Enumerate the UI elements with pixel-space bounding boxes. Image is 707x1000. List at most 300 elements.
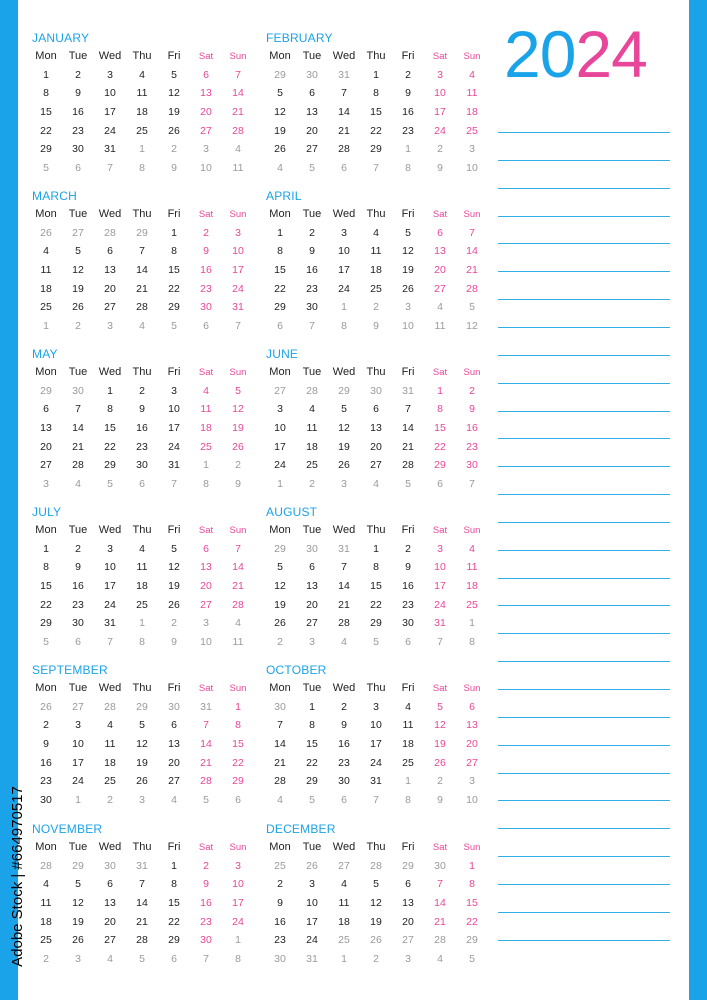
day-cell[interactable]: 1 bbox=[309, 700, 315, 713]
day-cell[interactable]: 18 bbox=[306, 440, 318, 453]
day-cell[interactable]: 6 bbox=[203, 68, 209, 81]
day-cell[interactable]: 23 bbox=[466, 440, 478, 453]
day-cell[interactable]: 3 bbox=[75, 719, 81, 732]
day-cell-adjacent[interactable]: 5 bbox=[139, 952, 145, 965]
day-cell[interactable]: 6 bbox=[437, 226, 443, 239]
day-cell[interactable]: 13 bbox=[168, 738, 180, 751]
day-cell-adjacent[interactable]: 29 bbox=[338, 384, 350, 397]
day-cell[interactable]: 7 bbox=[139, 878, 145, 891]
day-cell[interactable]: 28 bbox=[338, 617, 350, 630]
day-cell[interactable]: 15 bbox=[434, 422, 446, 435]
day-cell-adjacent[interactable]: 3 bbox=[203, 617, 209, 630]
day-cell[interactable]: 29 bbox=[274, 301, 286, 314]
day-cell[interactable]: 10 bbox=[338, 245, 350, 258]
day-cell[interactable]: 6 bbox=[171, 719, 177, 732]
day-cell[interactable]: 22 bbox=[370, 598, 382, 611]
day-cell[interactable]: 8 bbox=[469, 878, 475, 891]
day-cell[interactable]: 24 bbox=[306, 934, 318, 947]
day-cell[interactable]: 26 bbox=[72, 301, 84, 314]
day-cell-adjacent[interactable]: 5 bbox=[469, 301, 475, 314]
day-cell[interactable]: 21 bbox=[136, 282, 148, 295]
day-cell-adjacent[interactable]: 1 bbox=[235, 934, 241, 947]
day-cell[interactable]: 22 bbox=[104, 440, 116, 453]
day-cell[interactable]: 14 bbox=[338, 580, 350, 593]
day-cell[interactable]: 10 bbox=[104, 87, 116, 100]
day-cell[interactable]: 9 bbox=[405, 87, 411, 100]
day-cell[interactable]: 15 bbox=[306, 738, 318, 751]
note-line[interactable] bbox=[498, 633, 670, 634]
note-line[interactable] bbox=[498, 494, 670, 495]
day-cell[interactable]: 1 bbox=[171, 859, 177, 872]
day-cell[interactable]: 11 bbox=[370, 245, 382, 258]
day-cell-adjacent[interactable]: 28 bbox=[434, 934, 446, 947]
day-cell[interactable]: 1 bbox=[43, 68, 49, 81]
day-cell[interactable]: 2 bbox=[277, 878, 283, 891]
day-cell[interactable]: 31 bbox=[104, 617, 116, 630]
day-cell[interactable]: 17 bbox=[274, 440, 286, 453]
note-line[interactable] bbox=[498, 299, 670, 300]
day-cell-adjacent[interactable]: 5 bbox=[405, 477, 411, 490]
day-cell[interactable]: 7 bbox=[405, 403, 411, 416]
day-cell[interactable]: 30 bbox=[466, 459, 478, 472]
day-cell[interactable]: 3 bbox=[309, 878, 315, 891]
day-cell-adjacent[interactable]: 30 bbox=[434, 859, 446, 872]
day-cell[interactable]: 20 bbox=[104, 282, 116, 295]
day-cell-adjacent[interactable]: 1 bbox=[469, 617, 475, 630]
note-line[interactable] bbox=[498, 689, 670, 690]
day-cell[interactable]: 7 bbox=[437, 878, 443, 891]
day-cell[interactable]: 13 bbox=[434, 245, 446, 258]
day-cell[interactable]: 13 bbox=[370, 422, 382, 435]
day-cell-adjacent[interactable]: 4 bbox=[437, 301, 443, 314]
day-cell[interactable]: 10 bbox=[72, 738, 84, 751]
day-cell[interactable]: 22 bbox=[232, 756, 244, 769]
day-cell[interactable]: 12 bbox=[72, 897, 84, 910]
day-cell[interactable]: 4 bbox=[469, 542, 475, 555]
day-cell-adjacent[interactable]: 3 bbox=[405, 952, 411, 965]
day-cell[interactable]: 28 bbox=[274, 775, 286, 788]
note-line[interactable] bbox=[498, 884, 670, 885]
day-cell-adjacent[interactable]: 2 bbox=[107, 793, 113, 806]
note-line[interactable] bbox=[498, 411, 670, 412]
day-cell-adjacent[interactable]: 6 bbox=[75, 161, 81, 174]
day-cell-adjacent[interactable]: 10 bbox=[466, 161, 478, 174]
day-cell[interactable]: 9 bbox=[405, 561, 411, 574]
day-cell[interactable]: 26 bbox=[274, 617, 286, 630]
day-cell-adjacent[interactable]: 5 bbox=[43, 161, 49, 174]
day-cell[interactable]: 30 bbox=[40, 793, 52, 806]
day-cell-adjacent[interactable]: 29 bbox=[136, 226, 148, 239]
day-cell[interactable]: 31 bbox=[168, 459, 180, 472]
day-cell[interactable]: 4 bbox=[341, 878, 347, 891]
day-cell-adjacent[interactable]: 28 bbox=[40, 859, 52, 872]
day-cell-adjacent[interactable]: 28 bbox=[104, 700, 116, 713]
day-cell-adjacent[interactable]: 9 bbox=[171, 161, 177, 174]
day-cell[interactable]: 28 bbox=[232, 598, 244, 611]
day-cell[interactable]: 23 bbox=[72, 598, 84, 611]
day-cell-adjacent[interactable]: 28 bbox=[370, 859, 382, 872]
day-cell[interactable]: 20 bbox=[434, 264, 446, 277]
day-cell-adjacent[interactable]: 31 bbox=[338, 68, 350, 81]
day-cell[interactable]: 19 bbox=[168, 106, 180, 119]
day-cell-adjacent[interactable]: 8 bbox=[203, 477, 209, 490]
day-cell[interactable]: 8 bbox=[373, 87, 379, 100]
day-cell-adjacent[interactable]: 3 bbox=[309, 635, 315, 648]
day-cell[interactable]: 21 bbox=[338, 598, 350, 611]
day-cell[interactable]: 21 bbox=[232, 106, 244, 119]
day-cell[interactable]: 5 bbox=[139, 719, 145, 732]
day-cell-adjacent[interactable]: 6 bbox=[235, 793, 241, 806]
day-cell-adjacent[interactable]: 10 bbox=[200, 161, 212, 174]
note-line[interactable] bbox=[498, 717, 670, 718]
day-cell[interactable]: 11 bbox=[40, 897, 52, 910]
day-cell[interactable]: 22 bbox=[168, 915, 180, 928]
day-cell[interactable]: 16 bbox=[402, 106, 414, 119]
day-cell[interactable]: 6 bbox=[203, 542, 209, 555]
day-cell[interactable]: 4 bbox=[469, 68, 475, 81]
day-cell-adjacent[interactable]: 2 bbox=[437, 143, 443, 156]
day-cell[interactable]: 15 bbox=[274, 264, 286, 277]
day-cell[interactable]: 2 bbox=[203, 226, 209, 239]
day-cell-adjacent[interactable]: 8 bbox=[139, 161, 145, 174]
day-cell[interactable]: 23 bbox=[136, 440, 148, 453]
day-cell[interactable]: 12 bbox=[274, 106, 286, 119]
day-cell[interactable]: 5 bbox=[75, 245, 81, 258]
day-cell[interactable]: 7 bbox=[235, 542, 241, 555]
day-cell[interactable]: 11 bbox=[466, 87, 478, 100]
day-cell[interactable]: 20 bbox=[306, 598, 318, 611]
day-cell[interactable]: 21 bbox=[338, 124, 350, 137]
day-cell-adjacent[interactable]: 27 bbox=[72, 700, 84, 713]
day-cell-adjacent[interactable]: 27 bbox=[274, 384, 286, 397]
day-cell-adjacent[interactable]: 8 bbox=[139, 635, 145, 648]
day-cell-adjacent[interactable]: 3 bbox=[469, 775, 475, 788]
day-cell[interactable]: 19 bbox=[274, 124, 286, 137]
day-cell-adjacent[interactable]: 9 bbox=[373, 319, 379, 332]
day-cell-adjacent[interactable]: 1 bbox=[341, 301, 347, 314]
day-cell[interactable]: 1 bbox=[235, 700, 241, 713]
day-cell-adjacent[interactable]: 4 bbox=[437, 952, 443, 965]
day-cell-adjacent[interactable]: 3 bbox=[203, 143, 209, 156]
day-cell-adjacent[interactable]: 8 bbox=[469, 635, 475, 648]
day-cell-adjacent[interactable]: 26 bbox=[370, 934, 382, 947]
day-cell[interactable]: 18 bbox=[136, 580, 148, 593]
day-cell[interactable]: 9 bbox=[75, 87, 81, 100]
day-cell[interactable]: 24 bbox=[232, 915, 244, 928]
day-cell-adjacent[interactable]: 1 bbox=[405, 775, 411, 788]
day-cell[interactable]: 26 bbox=[434, 756, 446, 769]
day-cell[interactable]: 17 bbox=[434, 580, 446, 593]
day-cell[interactable]: 19 bbox=[168, 580, 180, 593]
day-cell[interactable]: 5 bbox=[373, 878, 379, 891]
day-cell[interactable]: 16 bbox=[402, 580, 414, 593]
day-cell[interactable]: 24 bbox=[104, 598, 116, 611]
day-cell[interactable]: 20 bbox=[306, 124, 318, 137]
day-cell[interactable]: 25 bbox=[370, 282, 382, 295]
day-cell[interactable]: 20 bbox=[200, 106, 212, 119]
day-cell[interactable]: 6 bbox=[107, 245, 113, 258]
day-cell[interactable]: 20 bbox=[40, 440, 52, 453]
day-cell[interactable]: 27 bbox=[104, 301, 116, 314]
note-line[interactable] bbox=[498, 745, 670, 746]
day-cell[interactable]: 8 bbox=[437, 403, 443, 416]
day-cell[interactable]: 17 bbox=[306, 915, 318, 928]
day-cell[interactable]: 9 bbox=[341, 719, 347, 732]
day-cell[interactable]: 4 bbox=[139, 68, 145, 81]
day-cell[interactable]: 27 bbox=[104, 934, 116, 947]
day-cell-adjacent[interactable]: 7 bbox=[309, 319, 315, 332]
day-cell[interactable]: 16 bbox=[274, 915, 286, 928]
day-cell[interactable]: 28 bbox=[72, 459, 84, 472]
day-cell[interactable]: 15 bbox=[168, 264, 180, 277]
note-line[interactable] bbox=[498, 271, 670, 272]
day-cell[interactable]: 18 bbox=[466, 580, 478, 593]
day-cell[interactable]: 27 bbox=[370, 459, 382, 472]
day-cell-adjacent[interactable]: 3 bbox=[139, 793, 145, 806]
day-cell[interactable]: 2 bbox=[75, 542, 81, 555]
day-cell-adjacent[interactable]: 30 bbox=[306, 542, 318, 555]
day-cell[interactable]: 24 bbox=[168, 440, 180, 453]
day-cell-adjacent[interactable]: 2 bbox=[43, 952, 49, 965]
day-cell[interactable]: 6 bbox=[309, 561, 315, 574]
day-cell[interactable]: 7 bbox=[469, 226, 475, 239]
note-line[interactable] bbox=[498, 188, 670, 189]
day-cell[interactable]: 25 bbox=[104, 775, 116, 788]
day-cell[interactable]: 18 bbox=[136, 106, 148, 119]
day-cell[interactable]: 28 bbox=[466, 282, 478, 295]
day-cell[interactable]: 10 bbox=[274, 422, 286, 435]
day-cell-adjacent[interactable]: 2 bbox=[235, 459, 241, 472]
day-cell-adjacent[interactable]: 30 bbox=[274, 700, 286, 713]
day-cell[interactable]: 14 bbox=[466, 245, 478, 258]
note-line[interactable] bbox=[498, 578, 670, 579]
day-cell[interactable]: 16 bbox=[40, 756, 52, 769]
day-cell[interactable]: 9 bbox=[139, 403, 145, 416]
day-cell[interactable]: 14 bbox=[136, 264, 148, 277]
day-cell[interactable]: 6 bbox=[309, 87, 315, 100]
day-cell[interactable]: 8 bbox=[43, 87, 49, 100]
day-cell[interactable]: 12 bbox=[168, 87, 180, 100]
day-cell-adjacent[interactable]: 31 bbox=[402, 384, 414, 397]
day-cell[interactable]: 10 bbox=[434, 87, 446, 100]
day-cell-adjacent[interactable]: 29 bbox=[274, 68, 286, 81]
day-cell[interactable]: 14 bbox=[274, 738, 286, 751]
day-cell-adjacent[interactable]: 6 bbox=[437, 477, 443, 490]
note-line[interactable] bbox=[498, 912, 670, 913]
note-line[interactable] bbox=[498, 243, 670, 244]
day-cell-adjacent[interactable]: 3 bbox=[405, 301, 411, 314]
day-cell[interactable]: 3 bbox=[437, 68, 443, 81]
day-cell[interactable]: 31 bbox=[370, 775, 382, 788]
day-cell-adjacent[interactable]: 30 bbox=[72, 384, 84, 397]
day-cell[interactable]: 7 bbox=[139, 245, 145, 258]
day-cell-adjacent[interactable]: 31 bbox=[200, 700, 212, 713]
day-cell-adjacent[interactable]: 3 bbox=[107, 319, 113, 332]
day-cell[interactable]: 17 bbox=[338, 264, 350, 277]
day-cell[interactable]: 16 bbox=[200, 264, 212, 277]
day-cell[interactable]: 20 bbox=[168, 756, 180, 769]
day-cell-adjacent[interactable]: 25 bbox=[338, 934, 350, 947]
day-cell[interactable]: 5 bbox=[171, 542, 177, 555]
day-cell-adjacent[interactable]: 2 bbox=[171, 617, 177, 630]
day-cell-adjacent[interactable]: 6 bbox=[277, 319, 283, 332]
day-cell-adjacent[interactable]: 4 bbox=[277, 161, 283, 174]
day-cell[interactable]: 24 bbox=[434, 598, 446, 611]
note-line[interactable] bbox=[498, 383, 670, 384]
day-cell[interactable]: 16 bbox=[136, 422, 148, 435]
day-cell[interactable]: 19 bbox=[232, 422, 244, 435]
day-cell[interactable]: 8 bbox=[107, 403, 113, 416]
day-cell-adjacent[interactable]: 3 bbox=[341, 477, 347, 490]
day-cell[interactable]: 30 bbox=[338, 775, 350, 788]
day-cell[interactable]: 25 bbox=[200, 440, 212, 453]
day-cell-adjacent[interactable]: 26 bbox=[40, 700, 52, 713]
day-cell[interactable]: 4 bbox=[405, 700, 411, 713]
day-cell[interactable]: 10 bbox=[232, 878, 244, 891]
day-cell-adjacent[interactable]: 5 bbox=[171, 319, 177, 332]
day-cell[interactable]: 22 bbox=[274, 282, 286, 295]
day-cell[interactable]: 11 bbox=[402, 719, 414, 732]
day-cell[interactable]: 13 bbox=[306, 106, 318, 119]
day-cell[interactable]: 22 bbox=[466, 915, 478, 928]
day-cell[interactable]: 19 bbox=[370, 915, 382, 928]
day-cell-adjacent[interactable]: 29 bbox=[72, 859, 84, 872]
note-line[interactable] bbox=[498, 661, 670, 662]
day-cell[interactable]: 19 bbox=[434, 738, 446, 751]
day-cell[interactable]: 13 bbox=[40, 422, 52, 435]
day-cell[interactable]: 23 bbox=[338, 756, 350, 769]
day-cell-adjacent[interactable]: 30 bbox=[168, 700, 180, 713]
day-cell[interactable]: 6 bbox=[405, 878, 411, 891]
day-cell[interactable]: 23 bbox=[200, 282, 212, 295]
day-cell[interactable]: 21 bbox=[136, 915, 148, 928]
note-line[interactable] bbox=[498, 327, 670, 328]
day-cell[interactable]: 5 bbox=[277, 87, 283, 100]
day-cell[interactable]: 23 bbox=[274, 934, 286, 947]
day-cell[interactable]: 28 bbox=[136, 934, 148, 947]
day-cell[interactable]: 5 bbox=[235, 384, 241, 397]
day-cell[interactable]: 11 bbox=[200, 403, 212, 416]
day-cell-adjacent[interactable]: 28 bbox=[104, 226, 116, 239]
day-cell[interactable]: 9 bbox=[309, 245, 315, 258]
day-cell[interactable]: 1 bbox=[373, 542, 379, 555]
day-cell[interactable]: 15 bbox=[466, 897, 478, 910]
note-line[interactable] bbox=[498, 828, 670, 829]
day-cell[interactable]: 26 bbox=[402, 282, 414, 295]
day-cell[interactable]: 9 bbox=[203, 245, 209, 258]
day-cell-adjacent[interactable]: 29 bbox=[136, 700, 148, 713]
day-cell[interactable]: 27 bbox=[168, 775, 180, 788]
day-cell[interactable]: 27 bbox=[434, 282, 446, 295]
day-cell[interactable]: 28 bbox=[136, 301, 148, 314]
day-cell-adjacent[interactable]: 5 bbox=[309, 161, 315, 174]
day-cell[interactable]: 4 bbox=[139, 542, 145, 555]
day-cell[interactable]: 23 bbox=[40, 775, 52, 788]
day-cell-adjacent[interactable]: 7 bbox=[373, 161, 379, 174]
day-cell-adjacent[interactable]: 7 bbox=[373, 793, 379, 806]
day-cell[interactable]: 4 bbox=[107, 719, 113, 732]
day-cell-adjacent[interactable]: 1 bbox=[405, 143, 411, 156]
day-cell-adjacent[interactable]: 1 bbox=[43, 319, 49, 332]
day-cell[interactable]: 5 bbox=[277, 561, 283, 574]
day-cell[interactable]: 29 bbox=[306, 775, 318, 788]
day-cell-adjacent[interactable]: 30 bbox=[306, 68, 318, 81]
day-cell[interactable]: 6 bbox=[107, 878, 113, 891]
day-cell[interactable]: 17 bbox=[434, 106, 446, 119]
day-cell[interactable]: 8 bbox=[309, 719, 315, 732]
day-cell-adjacent[interactable]: 3 bbox=[469, 143, 475, 156]
note-line[interactable] bbox=[498, 466, 670, 467]
day-cell[interactable]: 23 bbox=[402, 598, 414, 611]
day-cell[interactable]: 2 bbox=[309, 226, 315, 239]
day-cell[interactable]: 3 bbox=[373, 700, 379, 713]
day-cell-adjacent[interactable]: 4 bbox=[139, 319, 145, 332]
day-cell[interactable]: 17 bbox=[168, 422, 180, 435]
day-cell[interactable]: 27 bbox=[40, 459, 52, 472]
day-cell[interactable]: 25 bbox=[136, 598, 148, 611]
day-cell[interactable]: 22 bbox=[168, 282, 180, 295]
day-cell[interactable]: 28 bbox=[338, 143, 350, 156]
day-cell[interactable]: 24 bbox=[72, 775, 84, 788]
day-cell-adjacent[interactable]: 1 bbox=[139, 143, 145, 156]
day-cell[interactable]: 8 bbox=[235, 719, 241, 732]
day-cell-adjacent[interactable]: 27 bbox=[72, 226, 84, 239]
day-cell-adjacent[interactable]: 6 bbox=[139, 477, 145, 490]
day-cell[interactable]: 13 bbox=[200, 87, 212, 100]
day-cell[interactable]: 17 bbox=[232, 897, 244, 910]
day-cell[interactable]: 1 bbox=[43, 542, 49, 555]
day-cell-adjacent[interactable]: 6 bbox=[171, 952, 177, 965]
day-cell-adjacent[interactable]: 2 bbox=[437, 775, 443, 788]
day-cell-adjacent[interactable]: 27 bbox=[402, 934, 414, 947]
day-cell[interactable]: 11 bbox=[338, 897, 350, 910]
day-cell-adjacent[interactable]: 29 bbox=[274, 542, 286, 555]
day-cell-adjacent[interactable]: 2 bbox=[75, 319, 81, 332]
day-cell-adjacent[interactable]: 4 bbox=[75, 477, 81, 490]
day-cell-adjacent[interactable]: 11 bbox=[232, 635, 244, 648]
day-cell-adjacent[interactable]: 5 bbox=[373, 635, 379, 648]
day-cell[interactable]: 8 bbox=[277, 245, 283, 258]
day-cell[interactable]: 14 bbox=[434, 897, 446, 910]
day-cell[interactable]: 16 bbox=[200, 897, 212, 910]
day-cell[interactable]: 25 bbox=[306, 459, 318, 472]
day-cell-adjacent[interactable]: 11 bbox=[434, 319, 446, 332]
day-cell[interactable]: 5 bbox=[341, 403, 347, 416]
day-cell[interactable]: 19 bbox=[338, 440, 350, 453]
note-line[interactable] bbox=[498, 800, 670, 801]
day-cell[interactable]: 17 bbox=[370, 738, 382, 751]
day-cell[interactable]: 17 bbox=[72, 756, 84, 769]
day-cell-adjacent[interactable]: 4 bbox=[277, 793, 283, 806]
day-cell[interactable]: 10 bbox=[306, 897, 318, 910]
day-cell[interactable]: 18 bbox=[402, 738, 414, 751]
day-cell[interactable]: 15 bbox=[40, 106, 52, 119]
day-cell-adjacent[interactable]: 7 bbox=[107, 635, 113, 648]
day-cell[interactable]: 2 bbox=[139, 384, 145, 397]
day-cell[interactable]: 12 bbox=[370, 897, 382, 910]
day-cell[interactable]: 3 bbox=[341, 226, 347, 239]
day-cell-adjacent[interactable]: 4 bbox=[235, 617, 241, 630]
day-cell-adjacent[interactable]: 6 bbox=[203, 319, 209, 332]
day-cell[interactable]: 11 bbox=[104, 738, 116, 751]
day-cell[interactable]: 18 bbox=[104, 756, 116, 769]
day-cell[interactable]: 1 bbox=[171, 226, 177, 239]
day-cell[interactable]: 16 bbox=[466, 422, 478, 435]
day-cell-adjacent[interactable]: 2 bbox=[373, 952, 379, 965]
day-cell[interactable]: 3 bbox=[107, 542, 113, 555]
day-cell[interactable]: 24 bbox=[104, 124, 116, 137]
day-cell[interactable]: 23 bbox=[306, 282, 318, 295]
